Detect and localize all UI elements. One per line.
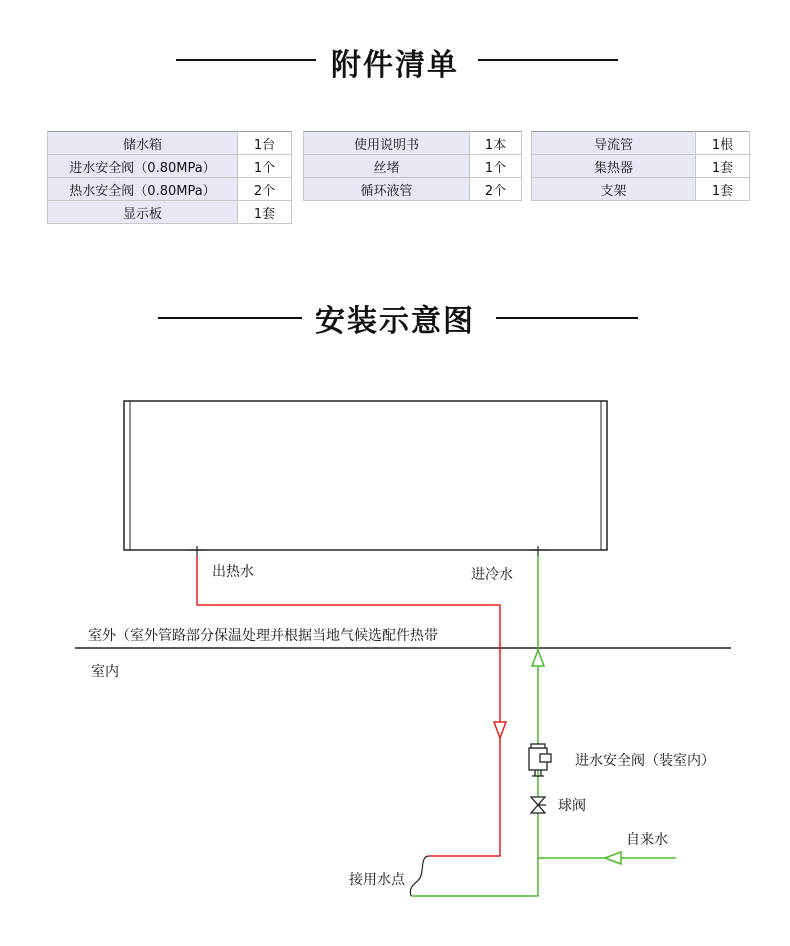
hot-water-outlet-label: 出热水 bbox=[212, 564, 254, 580]
item-qty: 1套 bbox=[238, 201, 292, 224]
water-point-connector bbox=[410, 856, 429, 896]
outdoor-label: 室外（室外管路部分保温处理并根据当地气候选配件热带 bbox=[88, 628, 438, 644]
item-name: 循环液管 bbox=[304, 178, 470, 201]
cold-water-pipe bbox=[411, 556, 538, 896]
item-name: 支架 bbox=[532, 178, 696, 201]
item-name: 进水安全阀（0.80MPa） bbox=[48, 155, 238, 178]
item-name: 热水安全阀（0.80MPa） bbox=[48, 178, 238, 201]
cold-flow-arrow bbox=[532, 650, 544, 666]
item-name: 导流管 bbox=[532, 132, 696, 155]
item-qty: 1台 bbox=[238, 132, 292, 155]
ball-valve-icon bbox=[531, 797, 546, 813]
item-qty: 2个 bbox=[470, 178, 522, 201]
installation-title: 安装示意图 bbox=[309, 296, 481, 340]
item-name: 储水箱 bbox=[48, 132, 238, 155]
ball-valve-label: 球阀 bbox=[558, 798, 586, 814]
item-name: 显示板 bbox=[48, 201, 238, 224]
item-name: 集热器 bbox=[532, 155, 696, 178]
hot-flow-arrow bbox=[494, 722, 506, 738]
item-name: 使用说明书 bbox=[304, 132, 470, 155]
tap-water-label: 自来水 bbox=[626, 832, 668, 848]
hot-water-pipe bbox=[197, 556, 500, 856]
tap-water-arrow bbox=[605, 852, 621, 864]
indoor-label: 室内 bbox=[91, 664, 119, 680]
item-qty: 1套 bbox=[696, 155, 750, 178]
item-qty: 1本 bbox=[470, 132, 522, 155]
item-qty: 2个 bbox=[238, 178, 292, 201]
item-qty: 1个 bbox=[238, 155, 292, 178]
item-qty: 1套 bbox=[696, 178, 750, 201]
accessories-title: 附件清单 bbox=[325, 40, 465, 84]
water-tank bbox=[124, 401, 607, 550]
cold-water-inlet-label: 进冷水 bbox=[471, 567, 513, 583]
inlet-safety-valve-label: 进水安全阀（装室内） bbox=[575, 753, 715, 769]
item-qty: 1根 bbox=[696, 132, 750, 155]
item-qty: 1个 bbox=[470, 155, 522, 178]
item-name: 丝堵 bbox=[304, 155, 470, 178]
safety-valve-icon bbox=[529, 744, 551, 776]
water-point-label: 接用水点 bbox=[349, 872, 405, 888]
